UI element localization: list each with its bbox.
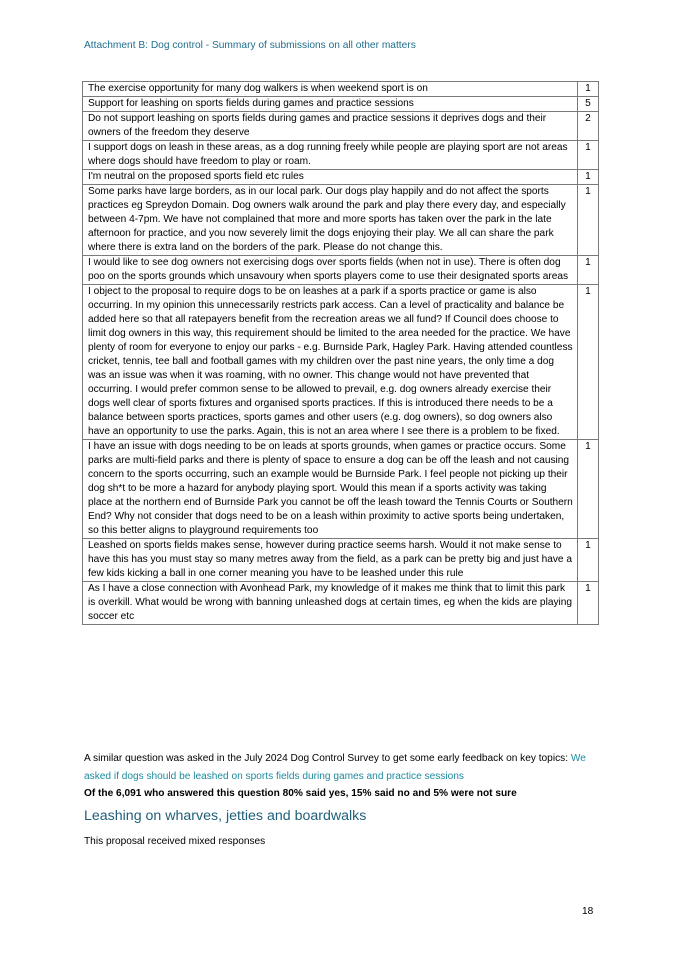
submission-text: I'm neutral on the proposed sports field etc rules bbox=[83, 170, 578, 185]
table-row bbox=[83, 141, 599, 170]
submission-count: 1 bbox=[578, 539, 599, 582]
table-row bbox=[83, 185, 599, 256]
submission-text: I object to the proposal to require dogs to be on leashes at a park if a sports practice or game is also occurring. In my opinion this unnecessarily restricts park access. Can a level of practicality and balance be added here so that all ratepayers benefit from the recreation areas we all fund? If Council does choose to limit dog owners in this way, this requirement should be limited to the area needed for the practice. We have plenty of room for everyone to enjoy our parks - e.g. Burnside Park, Hagley Park. Having attended countless cricket, tennis, tee ball and football games with my children over the past nine years, the only time a dog was an issue was when it was roaming, with no owner. This change would not have prevented that occurring. I would prefer common sense to be allowed to prevail, e.g. dog owners already exercise their dogs well clear of sports fixtures and organised sports practices. If this is introduced there needs to be a balance between sports practices, sports games and other users (e.g. dog owners), so dog owners also have an opportunity to use the parks. Again, this is not an area where I see there is a problem to be fixed. bbox=[83, 285, 578, 440]
table-row bbox=[83, 112, 599, 141]
submission-text: I have an issue with dogs needing to be on leads at sports grounds, when games or practice occurs. Some parks are multi-field parks and there is plenty of space to ensure a dog can be off the leash and not causing concern to the sports occurring, such an example would be Burnside Park. I feel people not picking up their dog sh*t to be more a hazard for anybody playing sport. Would this mean if a sports activity was taking place at the northern end of Burnside Park you cannot be off the leash toward the Tennis Courts or Southern End? Why not consider that dogs need to be on a leash within proximity to active sports being undertaken, so this better aligns to playground requirements too bbox=[83, 440, 578, 539]
submission-text: The exercise opportunity for many dog walkers is when weekend sport is on bbox=[83, 82, 578, 97]
submission-text: Some parks have large borders, as in our local park. Our dogs play happily and do not affect the sports practices eg Spreydon Domain. Dog owners walk around the park and play there every day, and especially between 4-7pm. We have not complained that more and more sports has taken over the park in the late afternoon for practice, and you now severely limit the dogs enjoying their play. We all can share the park where there is extra land on the borders of the park. Please do not change this. bbox=[83, 185, 578, 256]
table-row bbox=[83, 97, 599, 112]
section-note: This proposal received mixed responses bbox=[84, 836, 266, 847]
submissions-table bbox=[82, 81, 599, 625]
submission-count: 2 bbox=[578, 112, 599, 141]
submission-text: I support dogs on leash in these areas, as a dog running freely while people are playing sport are not areas where dogs should have freedom to play or roam. bbox=[83, 141, 578, 170]
submission-count: 1 bbox=[578, 82, 599, 97]
submission-text: I would like to see dog owners not exercising dogs over sports fields (when not in use). There is often dog poo on the sports grounds which unsavoury when sports players come to use their designated sports areas bbox=[83, 256, 578, 285]
table-row bbox=[83, 285, 599, 440]
table-row bbox=[83, 539, 599, 582]
page-number: 18 bbox=[582, 906, 594, 917]
submission-text: Leashed on sports fields makes sense, however during practice seems harsh. Would it not make sense to have this has you must stay so many metres away from the field, as a park can be pretty big and just have a few kids kicking a ball in one corner meaning you have to be leashed under this rule bbox=[83, 539, 578, 582]
submission-count: 1 bbox=[578, 582, 599, 625]
table-row bbox=[83, 170, 599, 185]
document-header: Attachment B: Dog control - Summary of submissions on all other matters bbox=[84, 40, 416, 51]
survey-question: We asked if dogs should be leashed on sports fields during games and practice sessions bbox=[84, 753, 586, 782]
submission-count: 1 bbox=[578, 285, 599, 440]
submission-count: 1 bbox=[578, 141, 599, 170]
survey-result: Of the 6,091 who answered this question 80% said yes, 15% said no and 5% were not sure bbox=[84, 788, 517, 799]
table-row bbox=[83, 582, 599, 625]
survey-intro: A similar question was asked in the July 2024 Dog Control Survey to get some early feedback on key topics: bbox=[84, 753, 571, 764]
submission-count: 5 bbox=[578, 97, 599, 112]
table-row bbox=[83, 440, 599, 539]
submission-count: 1 bbox=[578, 185, 599, 256]
submission-count: 1 bbox=[578, 256, 599, 285]
submission-text: As I have a close connection with Avonhead Park, my knowledge of it makes me think that to limit this park is overkill. What would be wrong with banning unleashed dogs at certain times, eg when the kids are playing soccer etc bbox=[83, 582, 578, 625]
submission-text: Support for leashing on sports fields during games and practice sessions bbox=[83, 97, 578, 112]
section-heading: Leashing on wharves, jetties and boardwalks bbox=[84, 808, 367, 824]
submission-count: 1 bbox=[578, 170, 599, 185]
survey-paragraph bbox=[84, 750, 604, 803]
submission-count: 1 bbox=[578, 440, 599, 539]
submission-text: Do not support leashing on sports fields during games and practice sessions it deprives dogs and their owners of the freedom they deserve bbox=[83, 112, 578, 141]
table-row bbox=[83, 82, 599, 97]
table-row bbox=[83, 256, 599, 285]
